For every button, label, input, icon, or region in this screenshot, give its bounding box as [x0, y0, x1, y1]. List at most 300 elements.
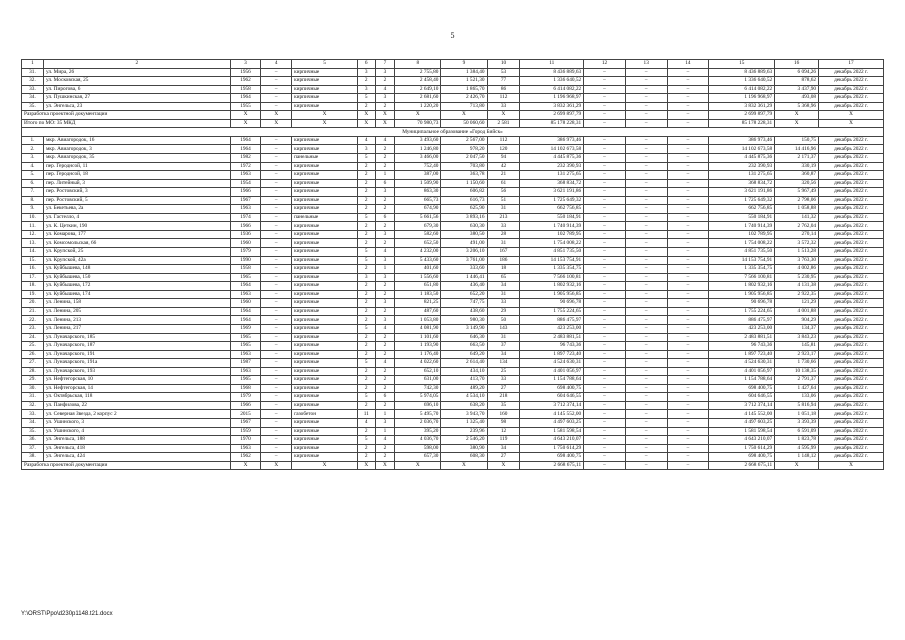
table-cell: 3	[375, 316, 395, 325]
table-cell: ул. Бекетьева, 2а	[43, 205, 230, 214]
table-cell: ул. Комарова, 177	[43, 230, 230, 239]
table-cell: –	[667, 162, 709, 171]
table-cell: 186	[487, 256, 520, 265]
table-cell: 1 897 723,40	[709, 350, 775, 359]
table-cell: –	[584, 145, 626, 154]
table-cell: 4	[375, 359, 395, 368]
table-cell: 1965	[230, 333, 261, 342]
table-cell: 1 755 224,65	[709, 307, 775, 316]
table-cell: 1954	[230, 179, 261, 188]
table-cell: декабрь 2022 г.	[819, 179, 884, 188]
table-cell: –	[625, 324, 667, 333]
table-cell: 4 232,00	[395, 248, 441, 257]
table-cell: –	[584, 154, 626, 163]
table-cell: 1964	[230, 136, 261, 145]
table-cell: –	[667, 154, 709, 163]
table-cell: ул. Северная Звезда, 2 корпус 2	[43, 410, 230, 419]
table-cell: 2	[375, 376, 395, 385]
table-cell: 652,50	[395, 239, 441, 248]
table-cell: ул. Луначарского, 187	[43, 342, 230, 351]
table-cell: –	[625, 171, 667, 180]
table-row	[22, 222, 884, 231]
table-cell: 3	[230, 60, 261, 69]
table-cell: 1965	[230, 273, 261, 282]
table-cell: –	[667, 136, 709, 145]
table-cell: 3 621 191,86	[709, 188, 775, 197]
table-cell: –	[667, 196, 709, 205]
table-cell: кирпичные	[292, 145, 358, 154]
table-cell: 4 445 875,36	[709, 154, 775, 163]
table-cell: 2	[357, 179, 375, 188]
table-cell: –	[625, 145, 667, 154]
table-cell: 218	[487, 393, 520, 402]
table-cell: –	[625, 350, 667, 359]
table-cell: 1 154 788,64	[520, 376, 584, 385]
table-cell: 31	[487, 239, 520, 248]
table-cell: –	[625, 68, 667, 77]
table-cell: X	[487, 111, 520, 120]
table-row	[22, 342, 884, 351]
table-cell: 65	[487, 273, 520, 282]
table-cell: 2	[357, 265, 375, 274]
table-cell: 5	[357, 213, 375, 222]
table-cell: панельные	[292, 213, 358, 222]
table-cell: X	[230, 461, 261, 470]
table-cell: 3	[375, 94, 395, 103]
table-cell: 8 436 889,63	[520, 68, 584, 77]
table-cell: 2	[357, 384, 375, 393]
table-cell: 270,14	[775, 230, 819, 239]
table-cell: X	[230, 111, 261, 120]
table-cell: 13.	[22, 239, 44, 248]
table-cell: 30.	[22, 384, 44, 393]
table-cell: кирпичные	[292, 196, 358, 205]
table-cell: ул. Гастелло, 4	[43, 213, 230, 222]
table-cell: 6	[357, 60, 375, 69]
table-cell: кирпичные	[292, 273, 358, 282]
table-cell: декабрь 2022 г.	[819, 273, 884, 282]
table-cell: 489,20	[441, 384, 487, 393]
table-cell: 1 513,28	[775, 248, 819, 257]
table-cell: декабрь 2022 г.	[819, 222, 884, 231]
table-cell: 3 149,90	[441, 324, 487, 333]
table-cell: 1 725 649,32	[709, 196, 775, 205]
table-cell: 2 681,60	[395, 94, 441, 103]
table-cell: 2	[375, 196, 395, 205]
table-cell: 2	[357, 453, 375, 462]
table-cell: ул. Ленина, 205	[43, 307, 230, 316]
table-cell: –	[667, 290, 709, 299]
table-cell: 2	[357, 239, 375, 248]
table-cell: кирпичные	[292, 384, 358, 393]
table-cell: декабрь 2022 г.	[819, 342, 884, 351]
table-cell: 413,70	[441, 376, 487, 385]
table-cell: –	[584, 248, 626, 257]
table-cell: 14	[667, 60, 709, 69]
table-cell: ул. Ленина, 213	[43, 316, 230, 325]
table-cell: 1963	[230, 444, 261, 453]
table-cell: 3 712 374,14	[709, 401, 775, 410]
table-cell: 4	[375, 85, 395, 94]
table-cell: ул. Энгельса, 23	[43, 102, 230, 111]
table-cell: ул. Крупской, 42а	[43, 256, 230, 265]
table-row	[22, 453, 884, 462]
table-cell: –	[261, 342, 292, 351]
table-cell: декабрь 2022 г.	[819, 282, 884, 291]
table-cell: 2	[357, 205, 375, 214]
table-cell: 2	[357, 376, 375, 385]
table-cell: декабрь 2022 г.	[819, 256, 884, 265]
table-cell: 2	[375, 162, 395, 171]
table-cell: 213	[487, 213, 520, 222]
table-cell: –	[625, 111, 667, 120]
table-cell: –	[584, 444, 626, 453]
table-cell: 160	[487, 410, 520, 419]
table-cell: 1 754 008,22	[520, 239, 584, 248]
table-cell: 4	[375, 436, 395, 445]
table-cell: 1964	[230, 307, 261, 316]
table-cell: –	[667, 401, 709, 410]
table-cell: 8 436 889,63	[709, 68, 775, 77]
table-cell: 696,10	[395, 401, 441, 410]
table-cell: 6	[375, 393, 395, 402]
table-cell: 2	[357, 299, 375, 308]
table-cell: 14 153 754,91	[709, 256, 775, 265]
table-cell: 5.	[22, 171, 44, 180]
table-cell: 1955	[230, 102, 261, 111]
table-cell: 1962	[230, 453, 261, 462]
table-cell: –	[584, 384, 626, 393]
table-cell: 3 761,00	[441, 256, 487, 265]
table-cell: –	[584, 367, 626, 376]
table-cell: 2	[357, 342, 375, 351]
table-cell: –	[667, 77, 709, 86]
table-cell: –	[584, 436, 626, 445]
table-cell: –	[667, 248, 709, 257]
table-cell: 4 643 210,07	[709, 436, 775, 445]
table-cell: 5 495,70	[395, 410, 441, 419]
table-cell: –	[584, 299, 626, 308]
table-row	[22, 94, 884, 103]
table-cell: X	[395, 111, 441, 120]
table-cell: 50	[487, 316, 520, 325]
table-cell: 320,56	[775, 179, 819, 188]
table-row	[22, 162, 884, 171]
table-cell: 1 335 354,75	[709, 265, 775, 274]
table-cell: –	[261, 145, 292, 154]
table-cell: кирпичные	[292, 367, 358, 376]
table-cell: 25	[487, 367, 520, 376]
table-cell: 5	[357, 94, 375, 103]
table-cell: 2	[357, 333, 375, 342]
table-cell: –	[261, 265, 292, 274]
table-cell: 1 509,90	[395, 179, 441, 188]
table-cell: –	[584, 265, 626, 274]
table-cell: 4 401 056,97	[709, 367, 775, 376]
column-number-row	[22, 60, 884, 69]
table-cell: 1	[375, 410, 395, 419]
table-cell: 1 183,50	[395, 290, 441, 299]
table-cell: декабрь 2022 г.	[819, 265, 884, 274]
table-cell: 1 427,64	[775, 384, 819, 393]
table-cell: –	[261, 239, 292, 248]
table-row	[22, 179, 884, 188]
table-cell: 6 094,26	[775, 68, 819, 77]
table-cell: 1963	[230, 367, 261, 376]
table-cell: 141,32	[775, 213, 819, 222]
table-cell: 1 905 956,85	[709, 290, 775, 299]
table-cell: 6 414 082,22	[709, 85, 775, 94]
table-cell: ул. Ушинского, 4	[43, 427, 230, 436]
table-cell: X	[292, 111, 358, 120]
design-docs-row	[22, 461, 884, 470]
table-cell: –	[667, 102, 709, 111]
table-cell: 665,73	[395, 196, 441, 205]
table-cell: декабрь 2022 г.	[819, 145, 884, 154]
table-cell: X	[819, 111, 884, 120]
table-cell: 5 230,95	[775, 273, 819, 282]
table-cell: 18.	[22, 282, 44, 291]
table-cell: –	[261, 393, 292, 402]
table-cell: 703,80	[441, 162, 487, 171]
table-cell: –	[584, 461, 626, 470]
table-cell: пер. Ростовский, 5	[43, 196, 230, 205]
table-cell: ул. Куйбышева, 150	[43, 273, 230, 282]
table-cell: X	[261, 111, 292, 120]
table-cell: 33	[487, 376, 520, 385]
table-cell: 7 566 100,81	[520, 273, 584, 282]
table-cell: 2	[357, 162, 375, 171]
table-cell: 1 865,70	[441, 85, 487, 94]
table-cell: 3	[357, 85, 375, 94]
table-cell: –	[667, 213, 709, 222]
table-cell: 330,19	[775, 162, 819, 171]
table-cell: 27	[487, 453, 520, 462]
table-cell: 1 750 614,29	[520, 444, 584, 453]
table-cell: –	[584, 282, 626, 291]
table-cell: ул. Мира, 26	[43, 68, 230, 77]
table-cell: –	[261, 154, 292, 163]
table-row	[22, 188, 884, 197]
table-cell: 2 668 675,11	[520, 461, 584, 470]
table-cell: кирпичные	[292, 179, 358, 188]
table-cell: 12	[487, 427, 520, 436]
table-cell: 53	[487, 68, 520, 77]
table-cell: 5 433,60	[395, 256, 441, 265]
table-cell: 2	[357, 188, 375, 197]
table-cell: 2	[375, 222, 395, 231]
table-cell: 2 922,35	[775, 290, 819, 299]
table-cell: 1 802 932,16	[709, 282, 775, 291]
table-cell: декабрь 2022 г.	[819, 248, 884, 257]
table-cell: 33.	[22, 410, 44, 419]
table-row	[22, 205, 884, 214]
table-cell: кирпичные	[292, 333, 358, 342]
table-cell: 1979	[230, 248, 261, 257]
table-cell: –	[584, 102, 626, 111]
table-cell: –	[261, 376, 292, 385]
table-row	[22, 102, 884, 111]
table-cell: 1 246,80	[395, 145, 441, 154]
table-cell: ул. Луначарского, 185	[43, 333, 230, 342]
table-cell: 606,82	[441, 188, 487, 197]
table-cell: –	[584, 359, 626, 368]
table-cell: 2	[357, 427, 375, 436]
table-cell: 1974	[230, 213, 261, 222]
table-cell: кирпичные	[292, 290, 358, 299]
table-cell: 5 967,49	[775, 188, 819, 197]
table-cell: 2	[375, 290, 395, 299]
table-cell: 604 646,55	[709, 393, 775, 402]
table-cell: кирпичные	[292, 436, 358, 445]
table-cell: 6	[375, 213, 395, 222]
table-cell: 2	[375, 444, 395, 453]
table-cell: декабрь 2022 г.	[819, 316, 884, 325]
table-cell: 2 546,20	[441, 436, 487, 445]
table-cell: –	[667, 410, 709, 419]
table-cell: 1 521,30	[441, 77, 487, 86]
table-cell: 2	[375, 239, 395, 248]
table-cell: 652,10	[395, 367, 441, 376]
table-cell: кирпичные	[292, 85, 358, 94]
table-cell: 1	[22, 60, 44, 69]
table-cell: 679,30	[395, 222, 441, 231]
table-cell: декабрь 2022 г.	[819, 196, 884, 205]
table-cell: 70 980,73	[395, 119, 441, 128]
table-cell: 3 493,60	[395, 136, 441, 145]
table-cell: –	[261, 188, 292, 197]
table-cell: 31	[487, 290, 520, 299]
table-cell: 491,00	[441, 239, 487, 248]
table-cell: –	[667, 256, 709, 265]
table-row	[22, 393, 884, 402]
table-cell: –	[261, 205, 292, 214]
table-cell: 863,30	[395, 188, 441, 197]
table-cell: 387,00	[395, 171, 441, 180]
table-cell: –	[584, 427, 626, 436]
table-cell: 35.	[22, 102, 44, 111]
table-cell: 3	[357, 145, 375, 154]
table-cell: 131 275,65	[520, 171, 584, 180]
table-cell: –	[584, 418, 626, 427]
table-cell: пер. Героднсой, 11	[43, 162, 230, 171]
table-cell: кирпичные	[292, 136, 358, 145]
table-cell: 1964	[230, 316, 261, 325]
table-cell: –	[584, 94, 626, 103]
table-cell: 674,90	[395, 205, 441, 214]
table-cell: 3.	[22, 154, 44, 163]
table-cell: 1 335 354,75	[520, 265, 584, 274]
table-cell: 42	[487, 162, 520, 171]
table-cell: 8	[395, 60, 441, 69]
table-cell: 1 148,12	[775, 453, 819, 462]
table-cell: кирпичные	[292, 316, 358, 325]
table-cell: –	[625, 299, 667, 308]
table-cell: –	[261, 316, 292, 325]
table-cell: 2 483 881,51	[520, 333, 584, 342]
table-cell: 1 336 640,52	[520, 77, 584, 86]
table-cell: 1 581 598,54	[520, 427, 584, 436]
table-cell: 5	[357, 248, 375, 257]
table-cell: –	[625, 162, 667, 171]
table-cell: –	[625, 384, 667, 393]
table-cell: –	[584, 324, 626, 333]
table-cell: 652,20	[441, 290, 487, 299]
table-cell: ул. Ленина, 158	[43, 299, 230, 308]
table-cell: 102 789,95	[520, 230, 584, 239]
table-cell: 4 145 552,00	[520, 410, 584, 419]
table-cell: 15.	[22, 256, 44, 265]
table-cell: 386 973,46	[520, 136, 584, 145]
table-cell: X	[819, 119, 884, 128]
table-cell: –	[261, 384, 292, 393]
table-cell: –	[667, 282, 709, 291]
table-row	[22, 85, 884, 94]
table-cell: –	[625, 222, 667, 231]
table-cell: –	[667, 427, 709, 436]
table-cell: 625,90	[441, 205, 487, 214]
table-cell: –	[625, 418, 667, 427]
table-cell: –	[584, 401, 626, 410]
table-cell: 886 475,97	[520, 316, 584, 325]
table-cell: –	[261, 359, 292, 368]
table-cell: 6	[375, 179, 395, 188]
table-cell: 5 974,05	[395, 393, 441, 402]
table-cell: 2	[375, 350, 395, 359]
table-cell: ул. Пирогова, 6	[43, 85, 230, 94]
table-row	[22, 171, 884, 180]
table-cell: –	[625, 136, 667, 145]
table-cell: 2	[357, 290, 375, 299]
table-cell: –	[667, 350, 709, 359]
table-cell: кирпичные	[292, 299, 358, 308]
table-cell: –	[261, 85, 292, 94]
table-cell: –	[584, 205, 626, 214]
table-cell: 1967	[230, 418, 261, 427]
table-cell: 6 591,09	[775, 427, 819, 436]
table-cell: –	[261, 410, 292, 419]
table-cell: 1964	[230, 282, 261, 291]
table-cell: 1960	[230, 239, 261, 248]
table-cell: 1 220,20	[395, 102, 441, 111]
table-cell: 2	[357, 196, 375, 205]
table-cell: 1 384,40	[441, 68, 487, 77]
table-cell: 4 001,88	[775, 307, 819, 316]
table-cell: 14 153 754,91	[520, 256, 584, 265]
table-cell: –	[625, 230, 667, 239]
table-cell: 18	[487, 265, 520, 274]
table-cell: 2 458,40	[395, 77, 441, 86]
table-cell: –	[625, 179, 667, 188]
table-cell: –	[261, 307, 292, 316]
table-cell: –	[584, 316, 626, 325]
table-cell: 1963	[230, 171, 261, 180]
table-cell: 380,90	[441, 444, 487, 453]
table-cell: 2 699 897,79	[709, 111, 775, 120]
table-cell: 131 275,65	[709, 171, 775, 180]
table-cell: –	[584, 111, 626, 120]
table-cell: –	[261, 350, 292, 359]
table-cell: 4	[375, 136, 395, 145]
table-cell: 360,87	[775, 171, 819, 180]
table-cell: 86	[487, 85, 520, 94]
table-cell: –	[584, 188, 626, 197]
table-cell: 14 416,96	[775, 145, 819, 154]
table-cell: 2	[357, 282, 375, 291]
table-cell: 13	[625, 60, 667, 69]
table-cell: 3 206,10	[441, 248, 487, 257]
table-cell: X	[819, 461, 884, 470]
